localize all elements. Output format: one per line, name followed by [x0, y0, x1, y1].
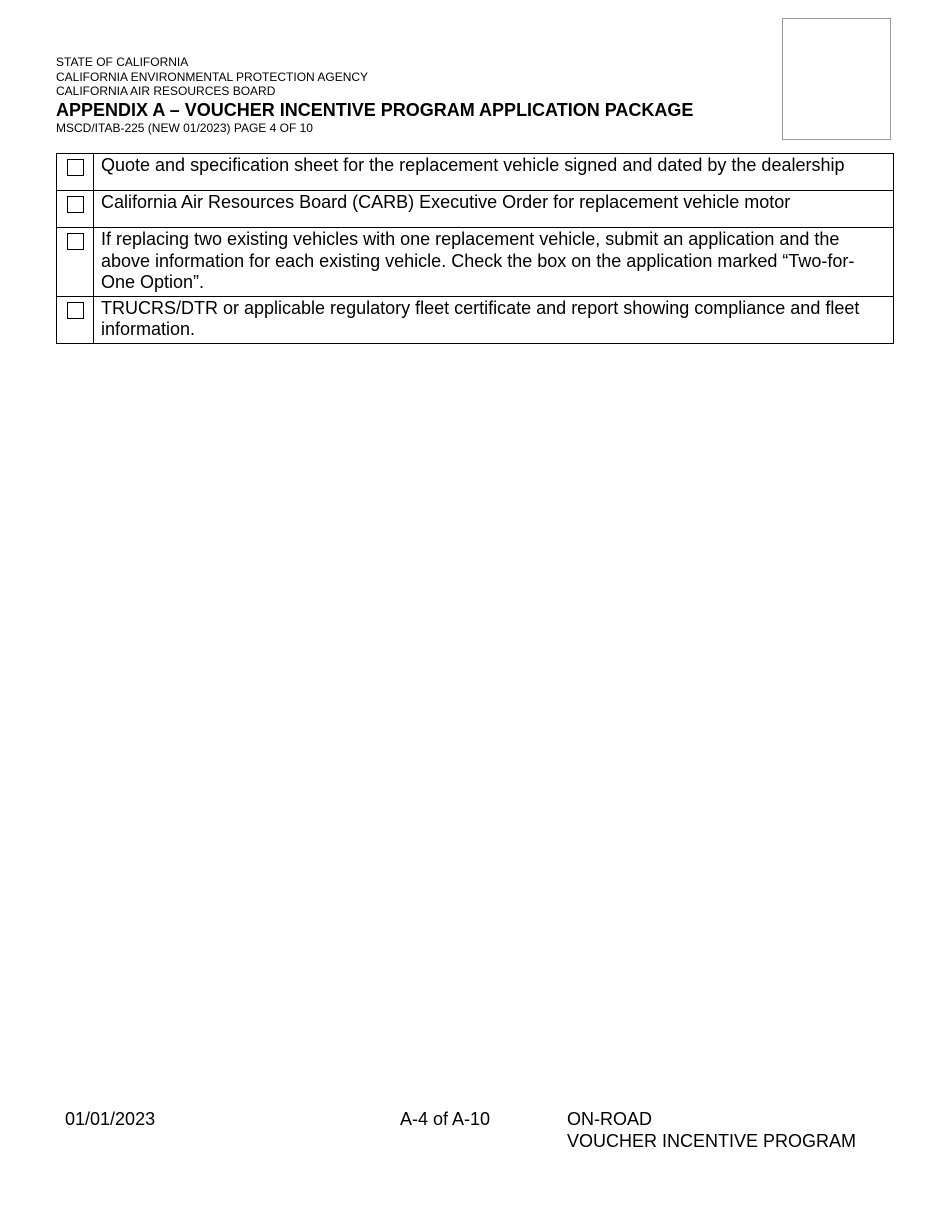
document-checklist: [56, 153, 894, 344]
footer-program-line2: VOUCHER INCENTIVE PROGRAM: [567, 1131, 857, 1151]
form-id: MSCD/ITAB-225 (NEW 01/2023) PAGE 4 OF 10: [56, 120, 313, 135]
header-state: STATE OF CALIFORNIA: [56, 55, 189, 69]
checklist-item-text: Quote and specification sheet for the replacement vehicle signed and dated by the dealership: [94, 154, 894, 191]
checklist-item-text: California Air Resources Board (CARB) Executive Order for replacement vehicle motor: [94, 191, 894, 228]
footer-program-name: [567, 1108, 856, 1152]
checklist-row: [57, 296, 894, 343]
checklist-row: [57, 191, 894, 228]
header-board: CALIFORNIA AIR RESOURCES BOARD: [56, 84, 276, 98]
checklist-row: [57, 154, 894, 191]
checklist-checkbox-fleet-certificate[interactable]: [67, 302, 84, 319]
footer-page-number: A-4 of A-10: [400, 1109, 491, 1129]
checklist-row: [57, 228, 894, 297]
checklist-checkbox-two-for-one[interactable]: [67, 233, 84, 250]
header-agency: CALIFORNIA ENVIRONMENTAL PROTECTION AGENCY: [56, 69, 369, 84]
checklist-checkbox-executive-order[interactable]: [67, 196, 84, 213]
page-title: APPENDIX A – VOUCHER INCENTIVE PROGRAM APPLICATION PACKAGE: [56, 99, 694, 120]
form-header: [56, 55, 776, 135]
checklist-item-text: If replacing two existing vehicles with one replacement vehicle, submit an application and the above information for each existing vehicle. Check the box on the application marked “Two-for-One Option”.: [94, 228, 894, 297]
logo-placeholder-box: [782, 18, 891, 140]
checklist-item-text: TRUCRS/DTR or applicable regulatory fleet certificate and report showing compliance and fleet information.: [94, 296, 894, 343]
checklist-checkbox-quote[interactable]: [67, 159, 84, 176]
footer-program-line1: ON-ROAD: [567, 1109, 652, 1129]
footer-date: 01/01/2023: [65, 1109, 156, 1129]
